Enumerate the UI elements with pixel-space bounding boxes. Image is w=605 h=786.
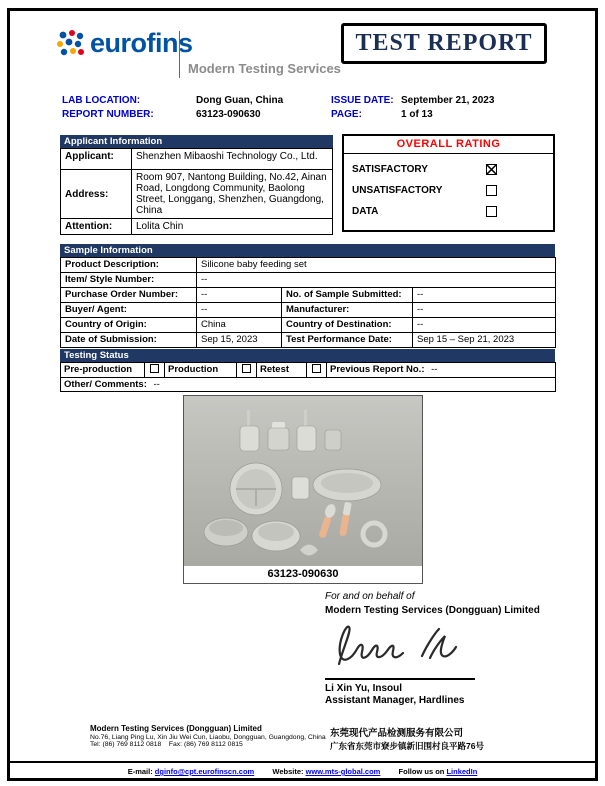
attention-label: Attention: (61, 219, 132, 235)
report-number-value: 63123-090630 (196, 109, 261, 120)
production-checkbox-cell (237, 363, 257, 378)
date-submission-label: Date of Submission: (61, 333, 197, 348)
footer-cn-address: 广东省东莞市寮步镇新旧围村良平路76号 (330, 741, 484, 751)
rating-option-label: UNSATISFACTORY (352, 185, 443, 196)
country-destination-label: Country of Destination: (282, 318, 413, 333)
attention-value: Lolita Chin (132, 219, 333, 235)
footer-contact-bar (10, 761, 595, 776)
signature-line (325, 678, 475, 680)
applicant-value: Shenzhen Mibaoshi Technology Co., Ltd. (132, 149, 333, 170)
test-performance-label: Test Performance Date: (282, 333, 413, 348)
sample-submitted-value: -- (413, 288, 556, 303)
sample-submitted-label: No. of Sample Submitted: (282, 288, 413, 303)
other-comments-value: -- (153, 379, 160, 390)
sample-section-header: Sample Information (60, 244, 555, 257)
footer-cn-company: 东莞现代产品检测服务有限公司 (330, 728, 464, 739)
overall-rating-title: OVERALL RATING (344, 136, 553, 154)
signer-name: Li Xin Yu, Insoul (325, 683, 403, 694)
applicant-label: Applicant: (61, 149, 132, 170)
table-row (61, 219, 333, 235)
email-label: E-mail: (127, 767, 153, 776)
manufacturer-value: -- (413, 303, 556, 318)
purchase-order-value: -- (197, 288, 282, 303)
buyer-agent-value: -- (197, 303, 282, 318)
follow-label: Follow us on (398, 767, 445, 776)
figure-caption: 63123-090630 (267, 568, 339, 580)
address-value: Room 907, Nantong Building, No.42, Ainan Road, Longdong Community, Baolong Street, Longgang, Shenzhen, Guangdong, China (132, 170, 333, 219)
lab-location-value: Dong Guan, China (196, 95, 284, 106)
applicant-section-header: Applicant Information (60, 135, 333, 148)
checkbox-icon (486, 185, 497, 196)
header-divider (179, 31, 180, 78)
product-photo (184, 396, 422, 566)
rating-option-satisfactory (344, 159, 553, 180)
overall-rating-box (342, 134, 555, 232)
table-row (61, 149, 333, 170)
table-row (61, 363, 556, 378)
website-link[interactable]: www.mts-global.com (305, 767, 381, 776)
checkbox-icon (312, 364, 321, 373)
date-submission-value: Sep 15, 2023 (197, 333, 282, 348)
issue-date-value: September 21, 2023 (401, 95, 495, 106)
checkbox-icon (242, 364, 251, 373)
country-destination-value: -- (413, 318, 556, 333)
other-comments-cell (61, 378, 556, 392)
product-description-value: Silicone baby feeding set (197, 258, 556, 273)
pre-production-checkbox-cell (145, 363, 165, 378)
signature-block (325, 591, 557, 706)
rating-option-unsatisfactory (344, 180, 553, 201)
footer-tel-fax: Tel: (86) 769 8112 0818 Fax: (86) 769 8112 0815 (90, 741, 243, 748)
testing-status-table (60, 362, 556, 392)
pre-production-label: Pre-production (61, 363, 145, 378)
lab-location-label: LAB LOCATION: (62, 95, 141, 106)
overall-rating-options (344, 154, 553, 222)
sample-table (60, 257, 556, 348)
signature-image (325, 618, 475, 678)
product-description-label: Product Description: (61, 258, 197, 273)
table-row (61, 303, 556, 318)
page-label: PAGE: (331, 109, 362, 120)
retest-label: Retest (257, 363, 307, 378)
testing-status-header: Testing Status (60, 349, 555, 362)
table-row (61, 273, 556, 288)
production-label: Production (165, 363, 237, 378)
previous-report-value: -- (431, 364, 438, 375)
footer-company-block (90, 724, 335, 748)
email-link[interactable]: dginfo@cpt.eurofinscn.com (154, 767, 255, 776)
test-report-title: TEST REPORT (355, 30, 533, 56)
buyer-agent-label: Buyer/ Agent: (61, 303, 197, 318)
footer-address: No.76, Liang Ping Lu, Xin Jiu Wei Cun, Liaobu, Dongguan, Guangdong, China (90, 734, 326, 741)
footer-chinese-block (330, 725, 484, 752)
other-comments-label: Other/ Comments: (64, 379, 147, 390)
product-figure (183, 395, 423, 584)
website-label: Website: (272, 767, 304, 776)
checkbox-checked-icon (486, 164, 497, 175)
rating-option-label: DATA (352, 206, 379, 217)
test-report-title-box (341, 23, 547, 64)
table-row (61, 258, 556, 273)
rating-option-data (344, 201, 553, 222)
checkbox-icon (486, 206, 497, 217)
table-row (61, 170, 333, 219)
signature-company: Modern Testing Services (Dongguan) Limited (325, 605, 540, 616)
previous-report-label: Previous Report No.: (330, 364, 425, 375)
country-origin-label: Country of Origin: (61, 318, 197, 333)
eurofins-wordmark: eurofins (90, 28, 193, 58)
manufacturer-label: Manufacturer: (282, 303, 413, 318)
linkedin-link[interactable]: LinkedIn (446, 767, 478, 776)
issue-date-label: ISSUE DATE: (331, 95, 394, 106)
page-value: 1 of 13 (401, 109, 433, 120)
report-number-label: REPORT NUMBER: (62, 109, 154, 120)
table-row (61, 288, 556, 303)
table-row (61, 333, 556, 348)
table-row (61, 318, 556, 333)
purchase-order-label: Purchase Order Number: (61, 288, 197, 303)
for-and-on-behalf-text: For and on behalf of (325, 591, 415, 602)
country-origin-value: China (197, 318, 282, 333)
checkbox-icon (150, 364, 159, 373)
applicant-table (60, 148, 333, 235)
retest-checkbox-cell (307, 363, 327, 378)
item-style-number-label: Item/ Style Number: (61, 273, 197, 288)
footer-company: Modern Testing Services (Dongguan) Limited (90, 724, 262, 733)
eurofins-logo-dots-icon (56, 29, 86, 64)
table-row (61, 378, 556, 392)
division-name: Modern Testing Services (188, 61, 341, 76)
address-label: Address: (61, 170, 132, 219)
item-style-number-value: -- (197, 273, 556, 288)
previous-report-cell (327, 363, 556, 378)
signer-title: Assistant Manager, Hardlines (325, 695, 465, 706)
test-performance-value: Sep 15 – Sep 21, 2023 (413, 333, 556, 348)
rating-option-label: SATISFACTORY (352, 164, 428, 175)
